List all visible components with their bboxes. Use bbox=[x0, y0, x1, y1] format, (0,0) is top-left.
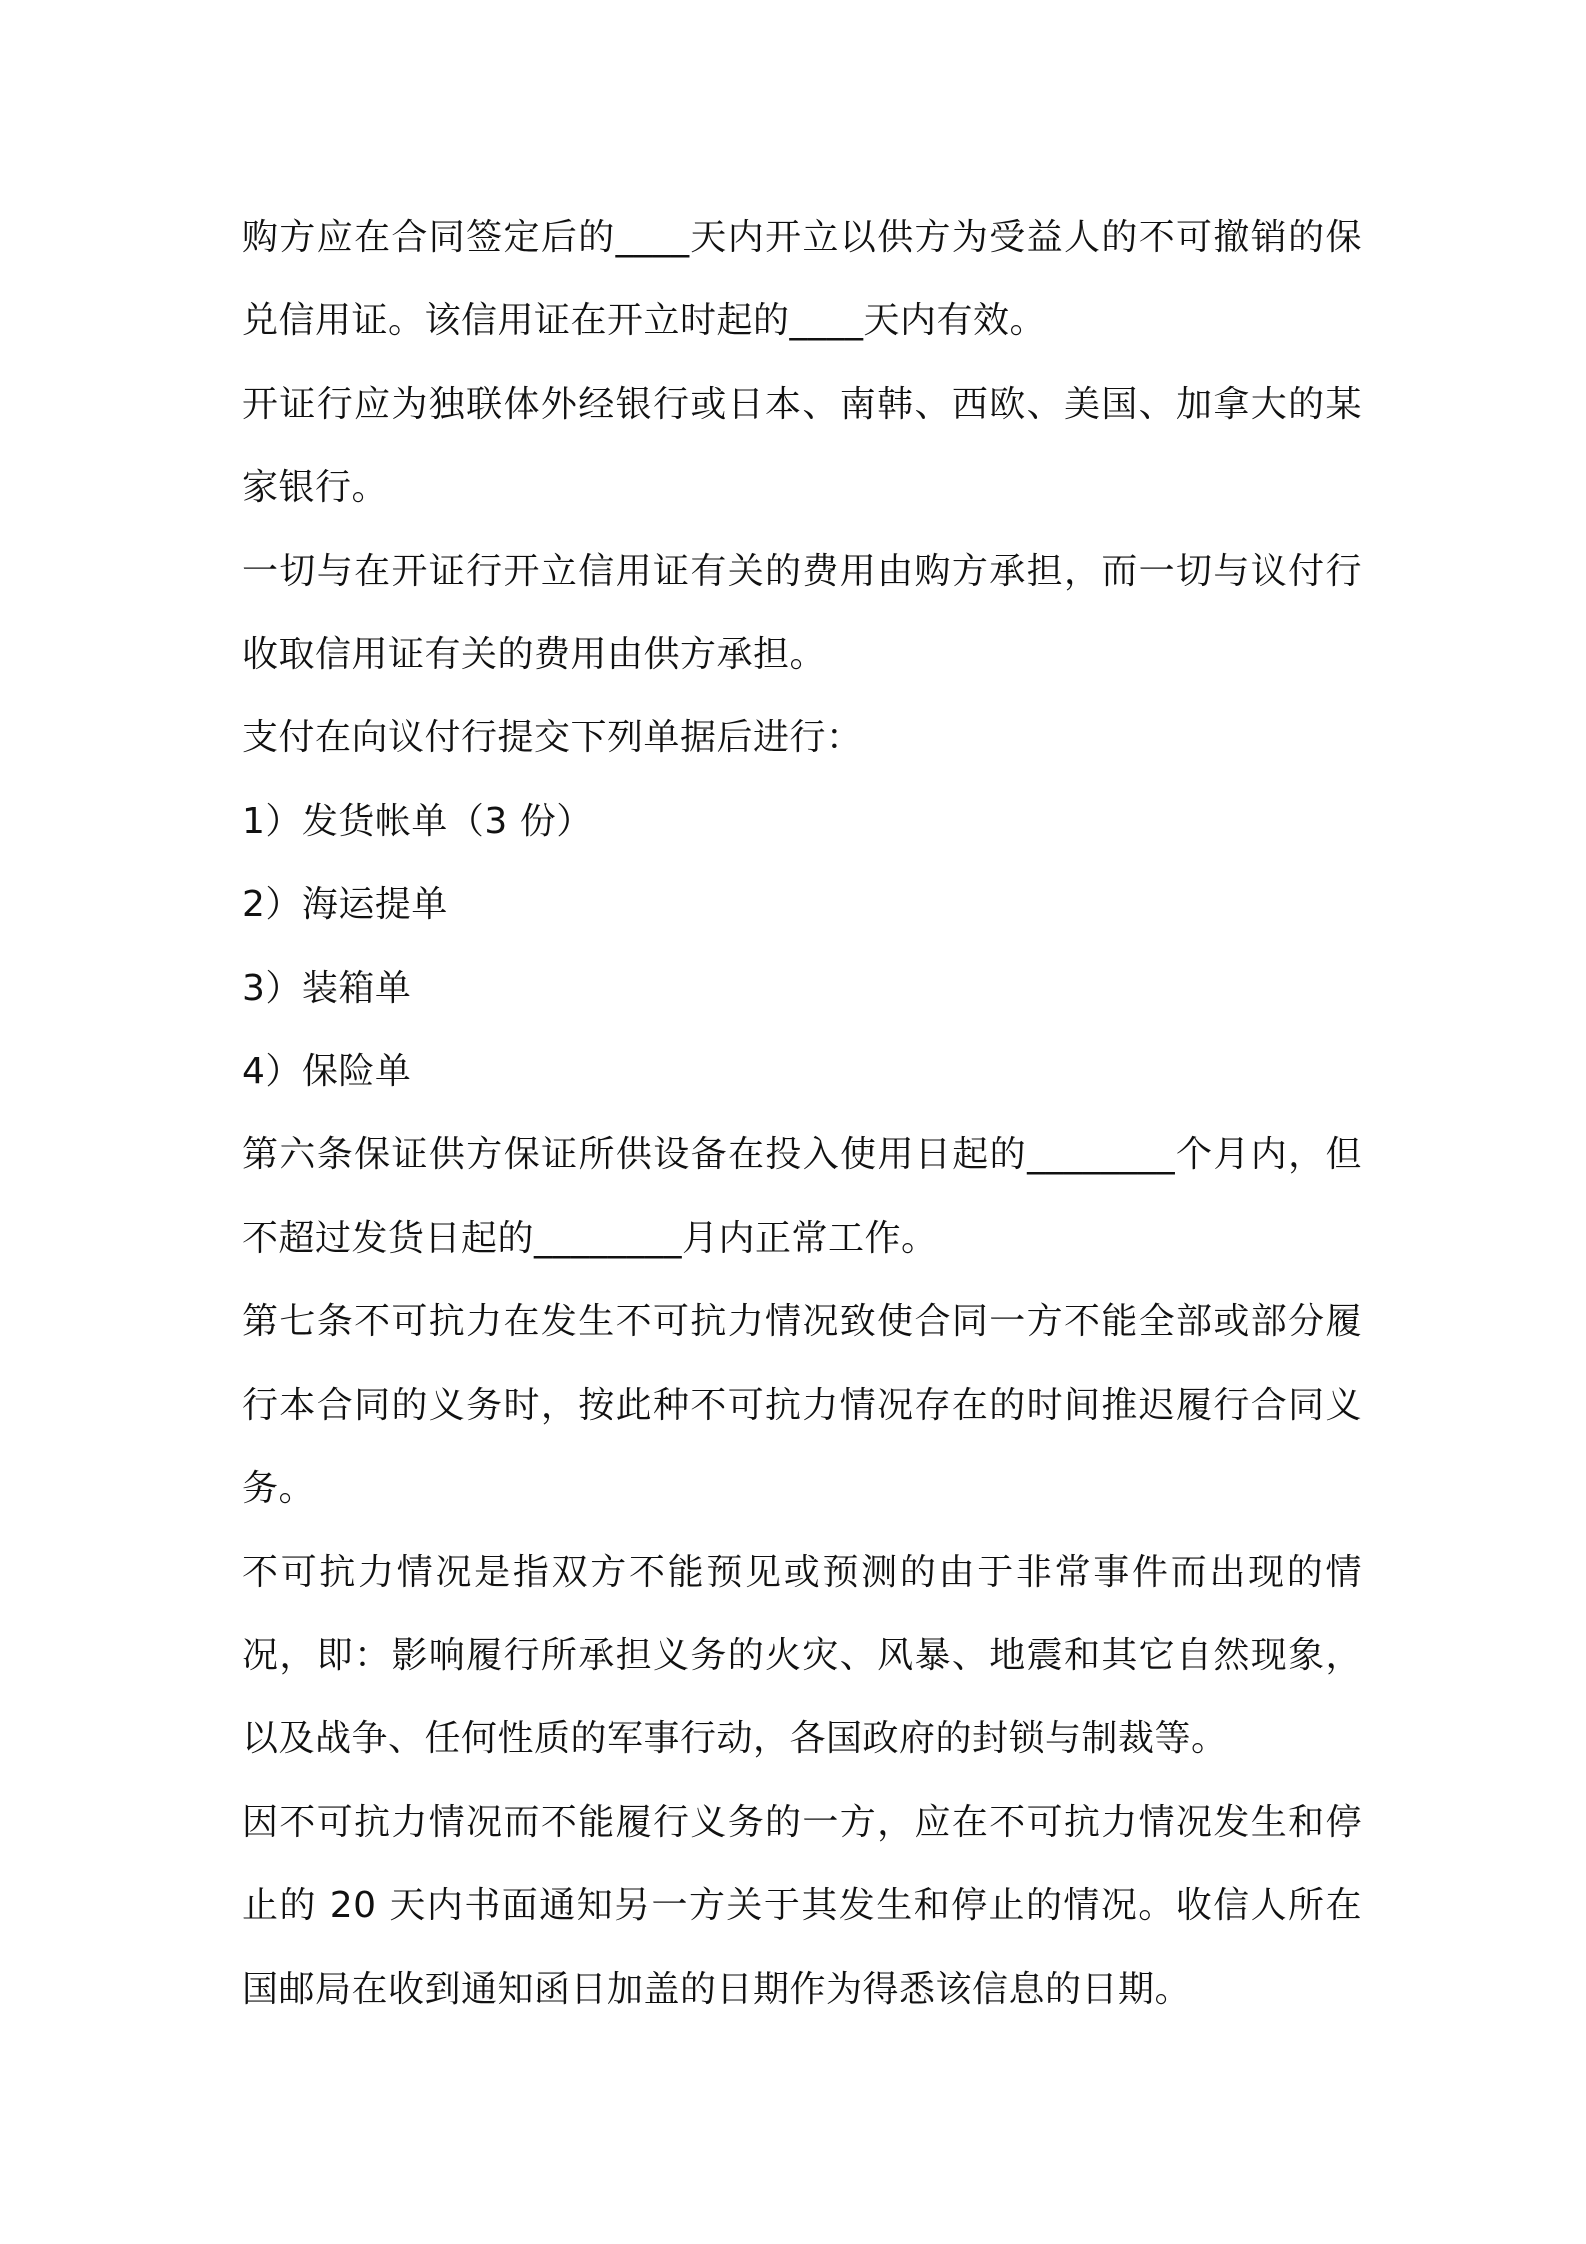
list-item-bill-of-lading: 2）海运提单 bbox=[242, 884, 448, 926]
paragraph-force-majeure-definition: 不可抗力情况是指双方不能预见或预测的由于非常事件而出现的情况，即：影响履行所承担义务的火灾、风暴、地震和其它自然现象，以及战争、任何性质的军事行动，各国政府的封锁与制裁等。 bbox=[242, 1551, 1362, 1760]
paragraph-lc-fees: 一切与在开证行开立信用证有关的费用由购方承担，而一切与议付行收取信用证有关的费用由供方承担。 bbox=[242, 550, 1362, 676]
paragraph-lc-issuance: 购方应在合同签定后的____天内开立以供方为受益人的不可撤销的保兑信用证。该信用证在开立时起的____天内有效。 bbox=[242, 217, 1362, 342]
paragraph-force-majeure-notice: 因不可抗力情况而不能履行义务的一方，应在不可抗力情况发生和停止的 20 天内书面通知另一方关于其发生和停止的情况。收信人所在国邮局在收到通知函日加盖的日期作为得悉该信息的日期。 bbox=[242, 1801, 1362, 2010]
paragraph-article-seven-force-majeure: 第七条不可抗力在发生不可抗力情况致使合同一方不能全部或部分履行本合同的义务时，按此种不可抗力情况存在的时间推迟履行合同义务。 bbox=[242, 1301, 1362, 1510]
document-body bbox=[242, 196, 1362, 2031]
list-item-insurance-policy: 4）保险单 bbox=[242, 1051, 412, 1093]
paragraph-issuing-bank: 开证行应为独联体外经银行或日本、南韩、西欧、美国、加拿大的某家银行。 bbox=[242, 383, 1362, 509]
list-item-packing-list: 3）装箱单 bbox=[242, 967, 412, 1009]
paragraph-payment-documents: 支付在向议付行提交下列单据后进行： bbox=[242, 717, 863, 759]
list-item-invoice: 1）发货帐单（3 份） bbox=[242, 800, 593, 842]
paragraph-article-six-warranty: 第六条保证供方保证所供设备在投入使用日起的________个月内，但不超过发货日起的________月内正常工作。 bbox=[242, 1134, 1362, 1259]
